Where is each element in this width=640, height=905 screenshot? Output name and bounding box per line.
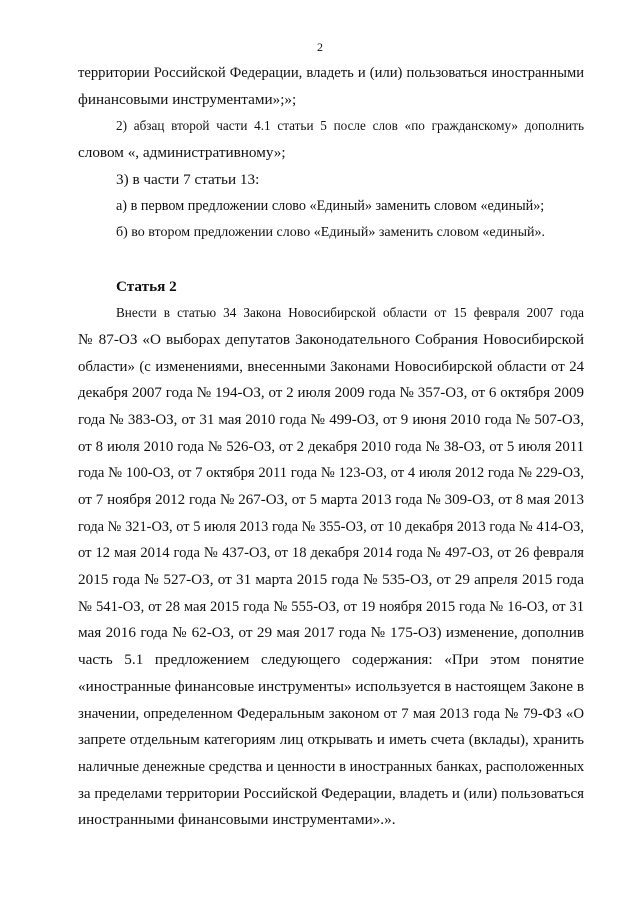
paragraph-line: декабря 2007 года № 194-ОЗ, от 2 июля 2009 года № 357-ОЗ, от 6 октября 2009 <box>78 385 584 402</box>
paragraph-line: иностранными финансовыми инструментами».». <box>78 811 396 829</box>
paragraph-line: словом «, административному»; <box>78 144 286 162</box>
paragraph-line: года № 383-ОЗ, от 31 мая 2010 года № 499-ОЗ, от 9 июня 2010 года № 507-ОЗ, <box>78 411 584 428</box>
paragraph-line: за пределами территории Российской Федерации, владеть и (или) пользоваться <box>78 785 585 802</box>
paragraph-line: года № 321-ОЗ, от 5 июля 2013 года № 355-ОЗ, от 10 декабря 2013 года № 414-ОЗ, <box>78 518 584 535</box>
article-heading: Статья 2 <box>116 277 177 295</box>
paragraph-line: мая 2016 года № 62-ОЗ, от 29 мая 2017 года № 175-ОЗ) изменение, дополнив <box>78 624 584 642</box>
paragraph-line: «иностранные финансовые инструменты» используется в настоящем Законе в <box>78 677 584 695</box>
paragraph-line: а) в первом предложении слово «Единый» заменить словом «единый»; <box>116 198 545 215</box>
paragraph-line: наличные денежные средства и ценности в иностранных банках, расположенных <box>78 758 585 775</box>
paragraph-line: от 7 ноября 2012 года № 267-ОЗ, от 5 марта 2013 года № 309-ОЗ, от 8 мая 2013 <box>78 492 584 508</box>
paragraph-line: территории Российской Федерации, владеть и (или) пользоваться иностранными <box>78 65 584 81</box>
paragraph-line: № 541-ОЗ, от 28 мая 2015 года № 555-ОЗ, от 19 ноября 2015 года № 16-ОЗ, от 31 <box>78 598 584 615</box>
paragraph-line: значении, определенном Федеральным законом от 7 мая 2013 года № 79-ФЗ «О <box>78 705 584 722</box>
paragraph-line: часть 5.1 предложением следующего содержания: «При этом понятие <box>78 651 584 669</box>
paragraph-line: года № 100-ОЗ, от 7 октября 2011 года № 123-ОЗ, от 4 июля 2012 года № 229-ОЗ, <box>78 465 584 482</box>
document-body <box>78 60 584 834</box>
paragraph-line: 3) в части 7 статьи 13: <box>116 170 260 188</box>
paragraph-line: финансовыми инструментами»;»; <box>78 90 297 108</box>
paragraph-line: Внести в статью 34 Закона Новосибирской области от 15 февраля 2007 года <box>116 305 584 321</box>
paragraph-line: запрете отдельным категориям лиц открывать и иметь счета (вклады), хранить <box>78 732 584 749</box>
paragraph-line: 2) абзац второй части 4.1 статьи 5 после слов «по гражданскому» дополнить <box>116 118 584 134</box>
paragraph-line: № 87-ОЗ «О выборах депутатов Законодательного Собрания Новосибирской <box>78 330 584 348</box>
page-number: 2 <box>317 40 323 54</box>
paragraph-line: 2015 года № 527-ОЗ, от 31 марта 2015 года № 535-ОЗ, от 29 апреля 2015 года <box>78 571 584 589</box>
paragraph-line: б) во втором предложении слово «Единый» заменить словом «единый». <box>116 225 545 241</box>
blank-line <box>78 247 584 274</box>
paragraph-line: от 12 мая 2014 года № 437-ОЗ, от 18 декабря 2014 года № 497-ОЗ, от 26 февраля <box>78 545 584 562</box>
paragraph-line: области» (с изменениями, внесенными Законами Новосибирской области от 24 <box>78 358 584 375</box>
paragraph-line: от 8 июля 2010 года № 526-ОЗ, от 2 декабря 2010 года № 38-ОЗ, от 5 июля 2011 <box>78 438 584 455</box>
